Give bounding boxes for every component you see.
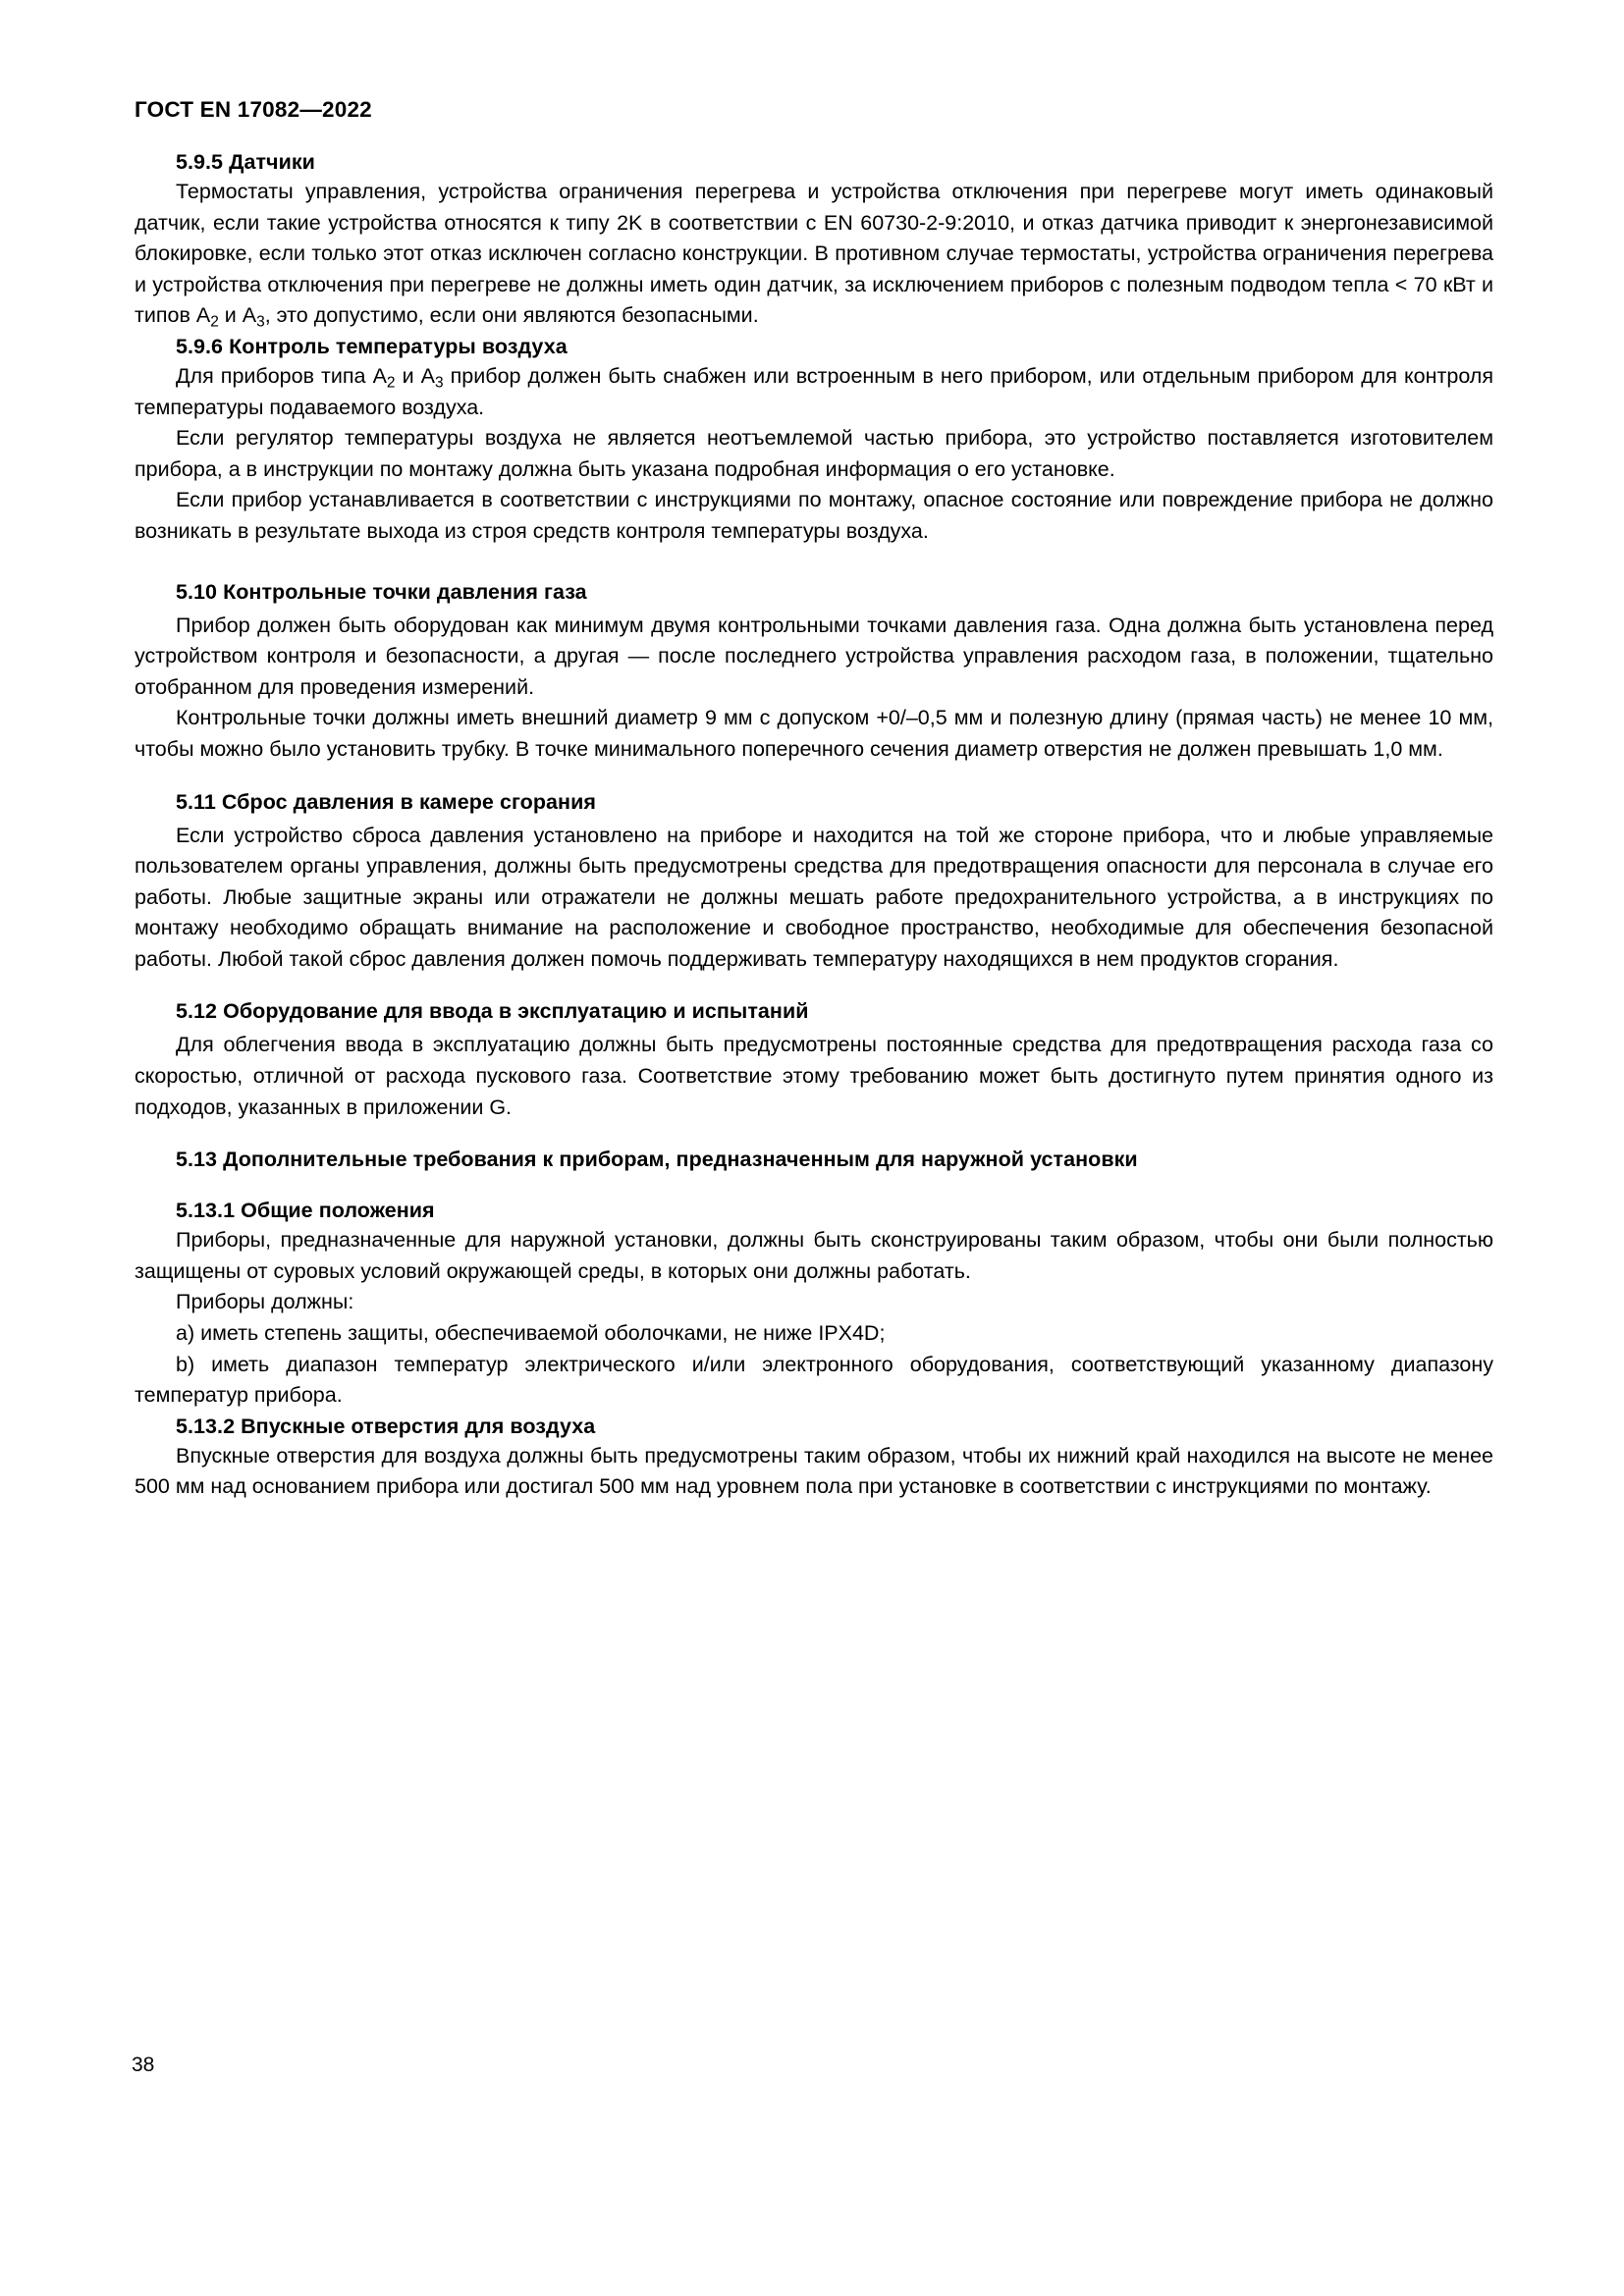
paragraph-5-11-1: Если устройство сброса давления установлено на приборе и находится на той же стороне прибора, что и любые управляемые пользователем органы управления, должны быть предусмотрены средства для предотвращения опасности для персонала в случае его работы. Любые защитные экраны или отражатели не должны мешать работе предохранительного устройства, а в инструкциях по монтажу необходимо обращать внимание на расположение и свободное пространство, необходимые для обеспечения безопасной работы. Любой такой сброс давления должен помочь поддерживать температуру находящихся в нем продуктов сгорания. <box>135 823 1493 971</box>
paragraph-text-part: и <box>218 303 243 328</box>
heading-5-9-5: 5.9.5 Датчики <box>176 150 315 174</box>
paragraph-text-part: Термостаты управления, устройства ограничения перегрева и устройства отключения при перегреве могут иметь одинаковый датчик, если такие устройства относятся к типу 2K в соответствии с EN 60730-2-9:2010, и отказ датчика приводит к энергонезависимой блокировке, если только этот отказ исключен согласно конструкции. В противном случае термостаты, устройства ограничения перегрева и устройства отключения при перегреве не должны иметь один датчик, за исключением приборов с полезным подводом тепла < 70 кВт и типов <box>135 180 1493 328</box>
paragraph-5-9-6-2: Если регулятор температуры воздуха не является неотъемлемой частью прибора, это устройство поставляется изготовителем прибора, а в инструкции по монтажу должна быть указана подробная информация о его установке. <box>135 426 1493 481</box>
heading-5-12: 5.12 Оборудование для ввода в эксплуатацию и испытаний <box>176 999 809 1024</box>
type-a3-inline <box>242 303 265 331</box>
paragraph-text-part: и <box>395 363 421 388</box>
page-number: 38 <box>132 2054 155 2076</box>
paragraph-text-part: прибор должен быть снабжен или встроенным в него прибором, или отдельным прибором для контроля температуры подаваемого воздуха. <box>135 363 1493 419</box>
spacer <box>135 1174 1493 1196</box>
type-a2-subscript: 2 <box>210 313 219 331</box>
spacer <box>135 766 1493 787</box>
heading-5-10: 5.10 Контрольные точки давления газа <box>176 579 587 604</box>
paragraph-5-13-1-intro: Приборы должны: <box>176 1290 354 1314</box>
list-item-a: a) иметь степень защиты, обеспечиваемой оболочками, не ниже IPX4D; <box>176 1321 886 1346</box>
paragraph-text-part: Для приборов типа <box>176 363 373 388</box>
spacer <box>135 975 1493 996</box>
running-head: ГОСТ EN 17082—2022 <box>135 97 372 122</box>
paragraph-text-part: , это допустимо, если они являются безопасными. <box>264 303 759 328</box>
page-content <box>135 147 1493 1503</box>
paragraph-5-9-6-3: Если прибор устанавливается в соответствии с инструкциями по монтажу, опасное состояние или повреждение прибора не должно возникать в результате выхода из строя средств контроля температуры воздуха. <box>135 488 1493 543</box>
type-a2-base: A <box>372 363 387 388</box>
paragraph-5-10-1: Прибор должен быть оборудован как минимум двумя контрольными точками давления газа. Одна должна быть установлена перед устройством контроля и безопасности, а другая — после последнего устройства управления расходом газа, в положении, тщательно отобранном для проведения измерений. <box>135 613 1493 699</box>
heading-5-9-6: 5.9.6 Контроль температуры воздуха <box>176 334 568 358</box>
list-item-b: b) иметь диапазон температур электрического и/или электронного оборудования, соответствующий указанному диапазону температур прибора. <box>135 1352 1493 1408</box>
type-a3-subscript: 3 <box>434 374 444 392</box>
paragraph-5-13-2-1: Впускные отверстия для воздуха должны быть предусмотрены таким образом, чтобы их нижний край находился на высоте не менее 500 мм над основанием прибора или достигал 500 мм над уровнем пола при установке в соответствии с инструкциями по монтажу. <box>135 1443 1493 1499</box>
heading-5-11: 5.11 Сброс давления в камере сгорания <box>176 789 596 814</box>
paragraph-5-9-6-1 <box>135 361 1493 423</box>
heading-5-13-1: 5.13.1 Общие положения <box>176 1199 435 1223</box>
spacer <box>135 1123 1493 1145</box>
type-a3-base: A <box>420 363 435 388</box>
heading-5-13: 5.13 Дополнительные требования к приборам, предназначенным для наружной установки <box>176 1148 1138 1172</box>
type-a2-subscript: 2 <box>386 374 396 392</box>
paragraph-5-13-1-1: Приборы, предназначенные для наружной установки, должны быть сконструированы таким образом, чтобы они были полностью защищены от суровых условий окружающей среды, в которых они должны работать. <box>135 1228 1493 1283</box>
type-a3-subscript: 3 <box>256 313 265 331</box>
type-a2-base: A <box>195 303 211 328</box>
paragraph-5-9-5-1 <box>135 177 1493 332</box>
paragraph-5-10-2: Контрольные точки должны иметь внешний диаметр 9 мм с допуском +0/–0,5 мм и полезную длину (прямая часть) не менее 10 мм, чтобы можно было установить трубку. В точке минимального поперечного сечения диаметр отверстия не должен превышать 1,0 мм. <box>135 706 1493 761</box>
paragraph-5-12-1: Для облегчения ввода в эксплуатацию должны быть предусмотрены постоянные средства для предотвращения расхода газа со скоростью, отличной от расхода пускового газа. Соответствие этому требованию может быть достигнуто путем принятия одного из подходов, указанных в приложении G. <box>135 1033 1493 1119</box>
type-a2-inline <box>195 303 219 331</box>
spacer <box>135 548 1493 577</box>
type-a3-inline <box>420 363 444 392</box>
heading-5-13-2: 5.13.2 Впускные отверстия для воздуха <box>176 1414 596 1438</box>
type-a2-inline <box>372 363 396 392</box>
type-a3-base: A <box>242 303 257 328</box>
